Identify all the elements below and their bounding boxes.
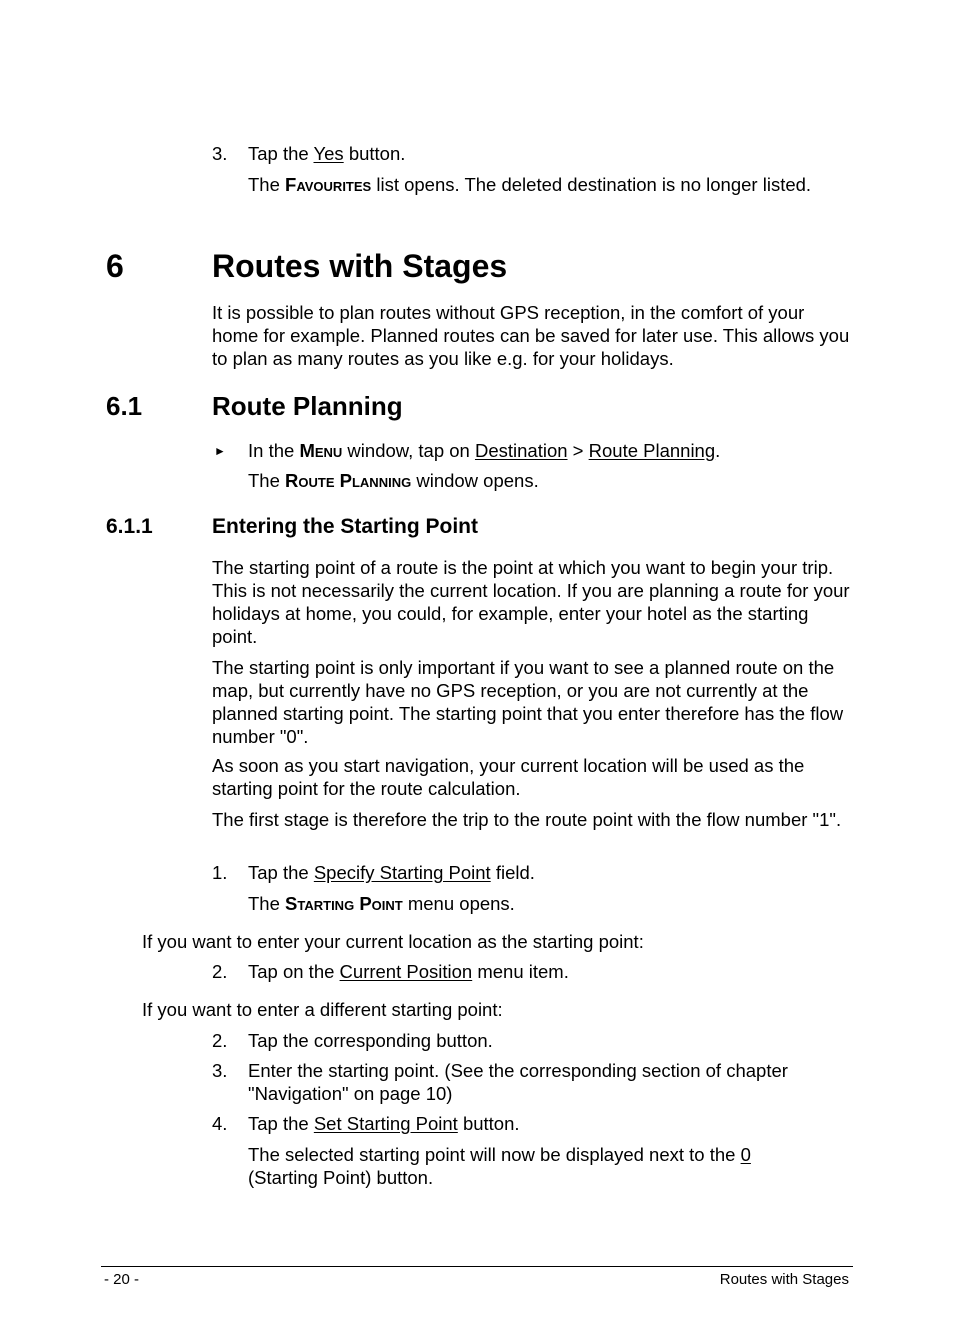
- bullet-text: window, tap on: [342, 440, 475, 461]
- paragraph: The starting point is only important if you want to see a planned route on the map, but currently have no GPS reception, or you are not currently at the planned starting point. The starting point that you enter therefore has the flow number "0".: [212, 657, 844, 747]
- favourites-window-name: Favourites: [285, 174, 372, 195]
- set-starting-point-link[interactable]: Set Starting Point: [313, 1113, 458, 1134]
- bullet-text: In the: [248, 440, 300, 461]
- bullet-instruction: [248, 439, 858, 462]
- step-text: Tap on the: [248, 961, 340, 982]
- note-text: The selected starting point will now be displayed next to the: [248, 1144, 741, 1165]
- chapter-number: 6: [106, 248, 124, 284]
- step-enter-start: Enter the starting point. (See the corresponding section of chapter "Navigation" on page 10): [248, 1060, 788, 1104]
- bullet-arrow-icon: ►: [214, 444, 226, 458]
- subsection-number: 6.1.1: [106, 515, 153, 538]
- step-yes: [248, 142, 858, 165]
- step-number: 3.: [212, 143, 228, 164]
- subsection-title: Entering the Starting Point: [212, 515, 478, 538]
- step-text: Tap the: [248, 1113, 314, 1134]
- step-text: field.: [490, 862, 535, 883]
- note-text: list opens. The deleted destination is no longer listed.: [371, 174, 812, 195]
- step-text: button.: [343, 143, 406, 164]
- zero-button-link[interactable]: 0: [740, 1144, 751, 1165]
- menu-window-name: Menu: [299, 440, 343, 461]
- paragraph: The first stage is therefore the trip to the route point with the flow number "1".: [212, 809, 842, 830]
- destination-link[interactable]: Destination: [474, 440, 568, 461]
- step-number: 3.: [212, 1060, 228, 1081]
- chapter-intro: It is possible to plan routes without GPS reception, in the comfort of your home for example. Planned routes can be saved for later use. This allows you to plan as many routes as you like e.g. for your holidays.: [212, 302, 850, 369]
- note-text: The: [248, 470, 286, 491]
- route-planning-link[interactable]: Route Planning: [588, 440, 716, 461]
- step-text: Tap the: [248, 862, 314, 883]
- note-text: The: [248, 893, 286, 914]
- step-number: 4.: [212, 1113, 228, 1134]
- note-text: (Starting Point) button.: [248, 1167, 434, 1188]
- bullet-separator: >: [567, 440, 589, 461]
- route-planning-note: [248, 469, 858, 492]
- chapter-title: Routes with Stages: [212, 248, 508, 284]
- step-number: 2.: [212, 1030, 228, 1051]
- footer-chapter: Routes with Stages: [719, 1271, 849, 1288]
- step-set-start: [248, 1112, 858, 1135]
- yes-button-link[interactable]: Yes: [313, 143, 344, 164]
- bullet-text: .: [715, 440, 721, 461]
- route-planning-window-name: Route Planning: [285, 470, 412, 491]
- case-different-start: If you want to enter a different starting point:: [142, 999, 503, 1020]
- current-position-link[interactable]: Current Position: [339, 961, 473, 982]
- footer-divider: [101, 1266, 853, 1267]
- favourites-note: [248, 173, 828, 196]
- paragraph: The starting point of a route is the point at which you want to begin your trip. This is not necessarily the current location. If you are planning a route for your holidays at home, you could, for example, enter your hotel as the starting point.: [212, 557, 850, 647]
- step-number: 2.: [212, 961, 228, 982]
- step-corresponding-button: Tap the corresponding button.: [248, 1030, 493, 1051]
- step-text: Tap the: [248, 143, 314, 164]
- step-number: 1.: [212, 862, 228, 883]
- result-note: [248, 1143, 788, 1189]
- step-specify-start: [248, 861, 858, 884]
- starting-point-window-name: Starting Point: [285, 893, 403, 914]
- case-current-location: If you want to enter your current location as the starting point:: [142, 931, 644, 952]
- note-text: menu opens.: [402, 893, 515, 914]
- note-text: The: [248, 174, 286, 195]
- step-text: button.: [457, 1113, 520, 1134]
- starting-point-note: [248, 892, 858, 915]
- section-title: Route Planning: [212, 391, 403, 421]
- step-text: menu item.: [472, 961, 569, 982]
- step-current-position: [248, 960, 858, 983]
- specify-starting-point-link[interactable]: Specify Starting Point: [313, 862, 491, 883]
- page-number: - 20 -: [104, 1271, 140, 1288]
- paragraph: As soon as you start navigation, your current location will be used as the starting point for the route calculation.: [212, 755, 805, 799]
- section-number: 6.1: [106, 391, 143, 421]
- note-text: window opens.: [411, 470, 539, 491]
